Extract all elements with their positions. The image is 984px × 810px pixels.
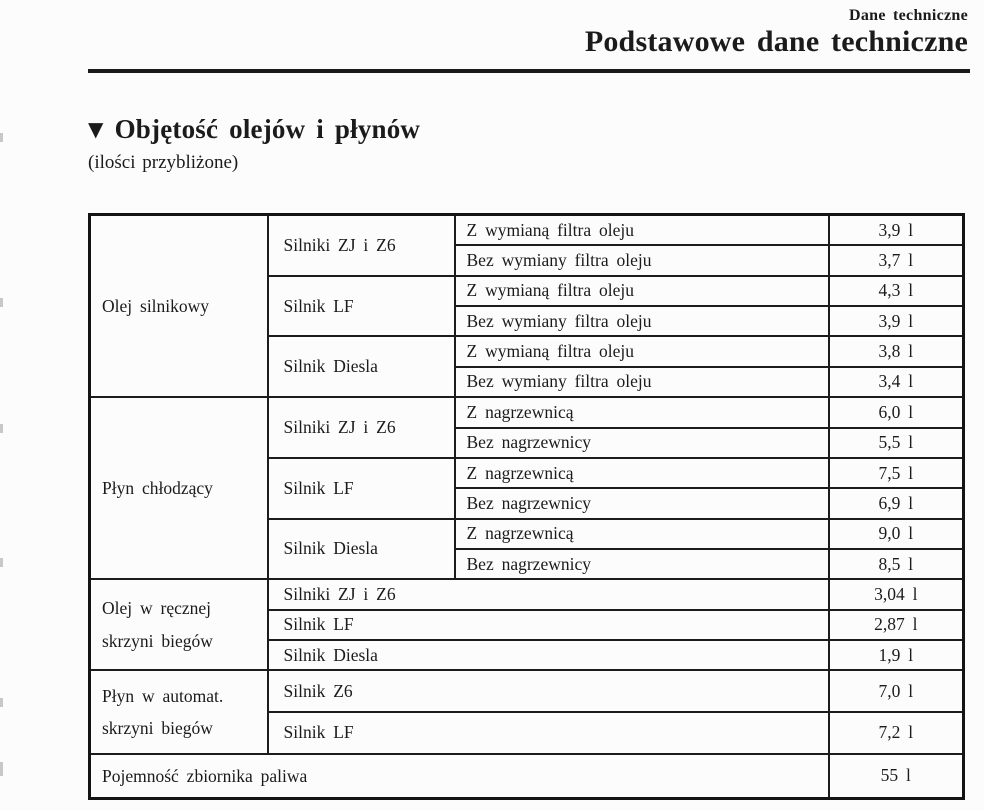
condition-cell: Bez nagrzewnicy xyxy=(455,549,829,579)
value-cell: 2,87 l xyxy=(829,610,964,640)
value-cell: 7,5 l xyxy=(829,458,964,488)
triangle-marker-icon: ▼ xyxy=(88,117,104,141)
section-heading xyxy=(88,114,420,174)
value-cell: 7,0 l xyxy=(829,670,964,712)
value-cell: 4,3 l xyxy=(829,276,964,306)
engine-cell: Silnik LF xyxy=(268,276,455,337)
condition-cell: Z wymianą filtra oleju xyxy=(455,336,829,366)
value-cell: 3,4 l xyxy=(829,367,964,397)
scan-edge-mark xyxy=(0,558,3,567)
table-row xyxy=(90,754,964,799)
condition-cell: Z wymianą filtra oleju xyxy=(455,276,829,306)
category-cell: Płyn w automat. skrzyni biegów xyxy=(90,670,268,753)
value-cell: 9,0 l xyxy=(829,519,964,549)
value-cell: 3,04 l xyxy=(829,579,964,609)
page-title: Podstawowe dane techniczne xyxy=(584,25,968,58)
table-row xyxy=(90,670,964,712)
table-row xyxy=(90,215,964,246)
section-title: Objętość olejów i płynów xyxy=(114,114,421,144)
condition-cell: Z wymianą filtra oleju xyxy=(455,215,829,246)
page-header xyxy=(585,7,968,58)
category-cell: Pojemność zbiornika paliwa xyxy=(90,754,829,799)
value-cell: 5,5 l xyxy=(829,428,964,458)
condition-cell: Z nagrzewnicą xyxy=(455,458,829,488)
table-row xyxy=(90,397,964,427)
header-rule xyxy=(88,69,970,73)
scan-edge-mark xyxy=(0,133,3,142)
value-cell: 3,8 l xyxy=(829,336,964,366)
value-cell: 8,5 l xyxy=(829,549,964,579)
engine-cell: Silnik Diesla xyxy=(268,640,829,670)
value-cell: 6,0 l xyxy=(829,397,964,427)
fluids-table xyxy=(88,213,965,800)
engine-cell: Silnik LF xyxy=(268,610,829,640)
condition-cell: Z nagrzewnicą xyxy=(455,397,829,427)
engine-cell: Silniki ZJ i Z6 xyxy=(268,579,829,609)
condition-cell: Bez wymiany filtra oleju xyxy=(455,306,829,336)
value-cell: 6,9 l xyxy=(829,488,964,518)
value-cell: 3,7 l xyxy=(829,245,964,275)
table-row xyxy=(90,579,964,609)
engine-cell: Silniki ZJ i Z6 xyxy=(268,397,455,458)
scan-edge-mark xyxy=(0,298,3,307)
category-cell: Olej silnikowy xyxy=(90,215,268,398)
value-cell: 55 l xyxy=(829,754,964,799)
scan-edge-mark xyxy=(0,424,3,433)
value-cell: 3,9 l xyxy=(829,306,964,336)
scan-edge-mark xyxy=(0,762,3,776)
engine-cell: Silnik Diesla xyxy=(268,519,455,580)
section-title-line xyxy=(88,114,420,145)
category-cell: Płyn chłodzący xyxy=(90,397,268,579)
scan-edge-mark xyxy=(0,698,3,707)
engine-cell: Silnik LF xyxy=(268,712,829,754)
category-cell: Olej w ręcznej skrzyni biegów xyxy=(90,579,268,670)
condition-cell: Bez nagrzewnicy xyxy=(455,428,829,458)
condition-cell: Bez nagrzewnicy xyxy=(455,488,829,518)
header-eyebrow: Dane techniczne xyxy=(848,7,968,24)
value-cell: 3,9 l xyxy=(829,215,964,246)
engine-cell: Silnik Diesla xyxy=(268,336,455,397)
condition-cell: Z nagrzewnicą xyxy=(455,519,829,549)
engine-cell: Silniki ZJ i Z6 xyxy=(268,215,455,276)
value-cell: 1,9 l xyxy=(829,640,964,670)
section-subtitle: (ilości przybliżone) xyxy=(88,152,239,173)
condition-cell: Bez wymiany filtra oleju xyxy=(455,367,829,397)
value-cell: 7,2 l xyxy=(829,712,964,754)
condition-cell: Bez wymiany filtra oleju xyxy=(455,245,829,275)
engine-cell: Silnik Z6 xyxy=(268,670,829,712)
engine-cell: Silnik LF xyxy=(268,458,455,519)
